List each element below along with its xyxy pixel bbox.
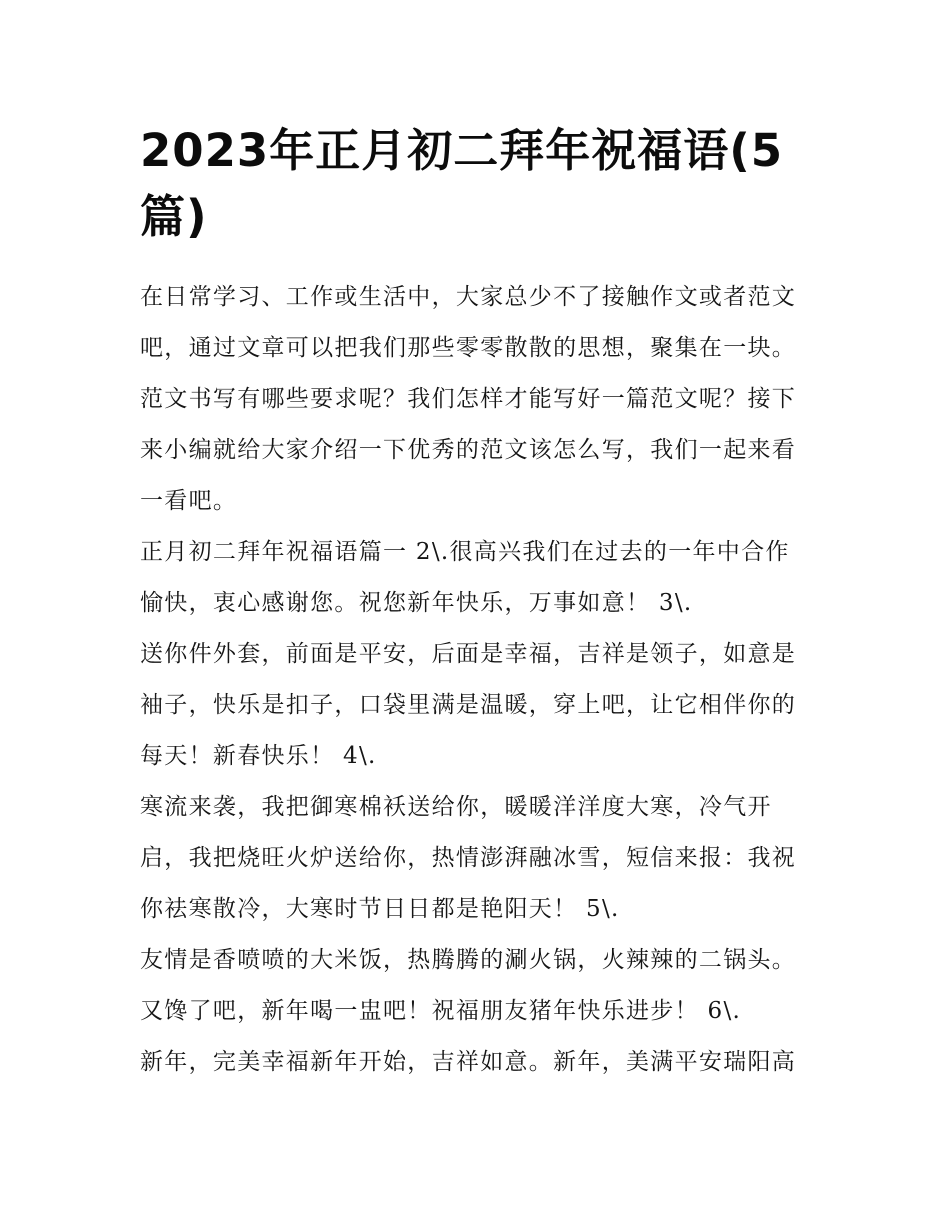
text-line: 袖子，快乐是扣子，口袋里满是温暖，穿上吧，让它相伴你的 <box>140 692 797 718</box>
text-line: 你祛寒散冷，大寒时节日日都是艳阳天！ 5\. <box>140 896 620 922</box>
text-line: 来小编就给大家介绍一下优秀的范文该怎么写，我们一起来看 <box>140 437 797 463</box>
text-line: 又馋了吧，新年喝一盅吧！祝福朋友猪年快乐进步！ 6\. <box>140 998 742 1024</box>
text-line: 正月初二拜年祝福语篇一 2\.很高兴我们在过去的一年中合作 <box>140 539 790 565</box>
text-line: 在日常学习、工作或生活中，大家总少不了接触作文或者范文 <box>140 284 797 310</box>
text-line: 每天！新春快乐！ 4\. <box>140 743 377 769</box>
paragraph-greeting-2 <box>140 629 820 782</box>
paragraph-greeting-1 <box>140 527 820 629</box>
text-line: 送你件外套，前面是平安，后面是幸福，吉祥是领子，如意是 <box>140 641 797 667</box>
text-line: 新年，完美幸福新年开始，吉祥如意。新年，美满平安瑞阳高 <box>140 1049 797 1075</box>
text-line: 寒流来袭，我把御寒棉袄送给你，暖暖洋洋度大寒，冷气开 <box>140 794 772 820</box>
paragraph-greeting-4 <box>140 935 820 1037</box>
text-line: 吧，通过文章可以把我们那些零零散散的思想，聚集在一块。 <box>140 335 797 361</box>
text-line: 启，我把烧旺火炉送给你，热情澎湃融冰雪，短信来报：我祝 <box>140 845 797 871</box>
paragraph-greeting-3 <box>140 782 820 935</box>
document-page <box>140 118 820 1088</box>
text-line: 一看吧。 <box>140 488 238 514</box>
document-body <box>140 272 820 1088</box>
paragraph-intro <box>140 272 820 527</box>
text-line: 愉快，衷心感谢您。祝您新年快乐，万事如意！ 3\. <box>140 590 693 616</box>
text-line: 范文书写有哪些要求呢？我们怎样才能写好一篇范文呢？接下 <box>140 386 797 412</box>
paragraph-greeting-5 <box>140 1037 820 1088</box>
document-title: 2023年正月初二拜年祝福语(5篇) <box>140 124 784 243</box>
text-line: 友情是香喷喷的大米饭，热腾腾的涮火锅，火辣辣的二锅头。 <box>140 947 797 973</box>
